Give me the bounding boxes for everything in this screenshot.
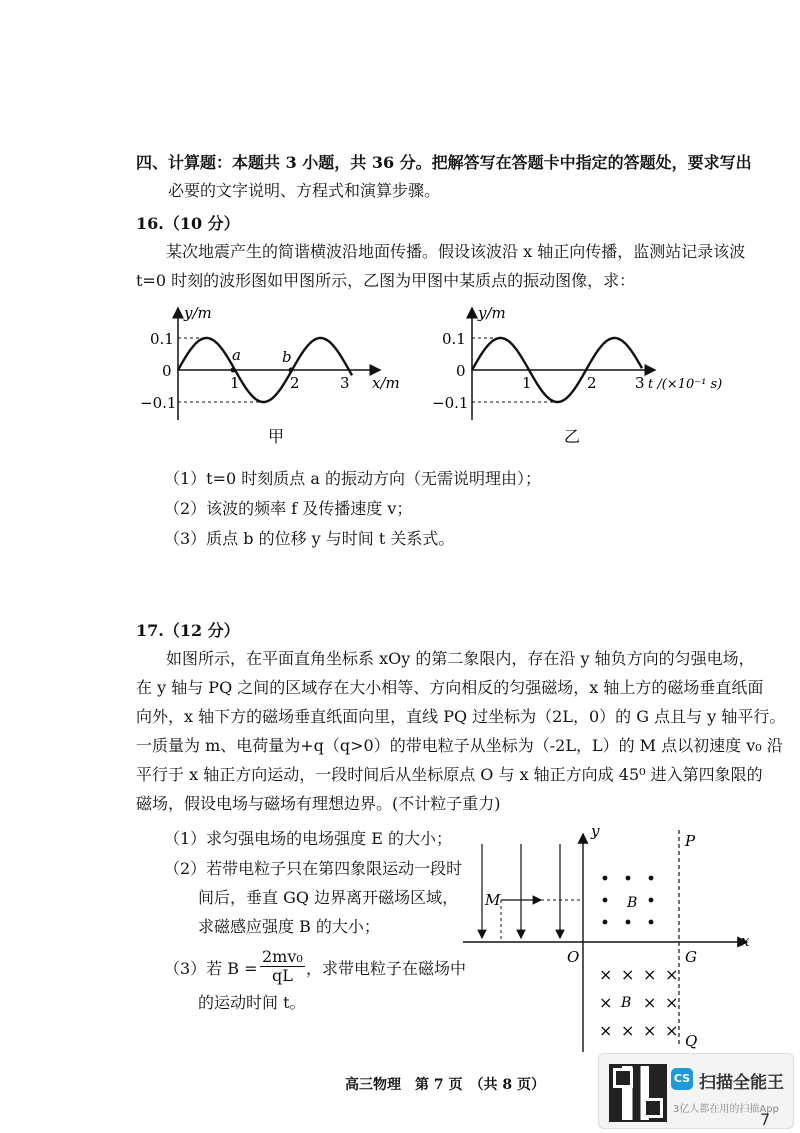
scanner-title: 扫描全能王 xyxy=(699,1073,784,1093)
q17-header: 17.（12 分） xyxy=(136,621,240,640)
q17-line-6: 磁场，假设电场与磁场有理想边界。(不计粒子重力) xyxy=(136,794,501,813)
point-p-label: P xyxy=(685,832,696,850)
q17-line-1: 如图所示，在平面直角坐标系 xOy 的第二象限内，存在沿 y 轴负方向的匀强电场， xyxy=(166,649,755,668)
jia-point-b-dot xyxy=(289,368,294,373)
jia-y-tick-bottom: −0.1 xyxy=(140,394,177,412)
point-q-label: Q xyxy=(685,1032,698,1050)
jia-x-tick-1: 1 xyxy=(230,374,240,392)
q17-item-3-line2: 的运动时间 t。 xyxy=(198,993,306,1012)
field-dot xyxy=(649,920,654,925)
fraction-denominator: qL xyxy=(271,966,293,985)
q17-item-2-line1: （2）若带电粒子只在第四象限运动一段时 xyxy=(164,859,463,878)
field-cross: × xyxy=(643,993,657,1012)
page-mark: 7 xyxy=(760,1110,771,1129)
yi-y-tick-zero: 0 xyxy=(456,362,466,380)
field-cross: × xyxy=(599,965,613,984)
field-dot xyxy=(626,920,631,925)
field-dot xyxy=(603,898,608,903)
q17-item-2-line3: 求磁感应强度 B 的大小； xyxy=(198,917,380,936)
section-title: 四、计算题：本题共 3 小题，共 36 分。把解答写在答题卡中指定的答题处，要求写出 xyxy=(136,153,752,172)
field-cross: × xyxy=(665,965,679,984)
vibration-figure-yi xyxy=(430,300,730,450)
q16-item-1: （1）t=0 时刻质点 a 的振动方向（无需说明理由）； xyxy=(164,469,541,488)
jia-x-axis-label: x/m xyxy=(372,374,400,392)
field-into-page-crosses xyxy=(599,965,678,1040)
scanner-subtitle: 3亿人都在用的扫描App xyxy=(673,1104,779,1115)
field-cross: × xyxy=(599,993,613,1012)
field-dot xyxy=(649,898,654,903)
q17-item-1: （1）求匀强电场的电场强度 E 的大小； xyxy=(164,829,453,848)
field-cross: × xyxy=(621,1021,635,1040)
upper-field-b-label: B xyxy=(627,895,638,911)
field-dot xyxy=(649,876,654,881)
yi-caption: 乙 xyxy=(564,427,581,446)
section-title-continuation: 必要的文字说明、方程式和演算步骤。 xyxy=(168,181,441,200)
field-dot xyxy=(603,876,608,881)
q17-item-3-prefix: （3）若 B = xyxy=(164,959,258,978)
field-diagram xyxy=(455,822,755,1052)
field-cross: × xyxy=(621,965,635,984)
yi-t-tick-3: 3 xyxy=(635,374,645,392)
q16-item-3: （3）质点 b 的位移 y 与时间 t 关系式。 xyxy=(164,529,455,548)
q17-line-5: 平行于 x 轴正方向运动，一段时间后从坐标原点 O 与 x 轴正方向成 45⁰ 进入第四象限的 xyxy=(136,765,763,784)
jia-point-b-label: b xyxy=(282,348,292,366)
cs-logo-icon: CS xyxy=(671,1068,693,1090)
q17-line-2: 在 y 轴与 PQ 之间的区域存在大小相等、方向相反的匀强磁场，x 轴上方的磁场垂直纸面 xyxy=(136,678,764,697)
jia-x-tick-2: 2 xyxy=(290,374,300,392)
yi-t-tick-1: 1 xyxy=(522,374,532,392)
qr-code-icon xyxy=(609,1064,667,1122)
q16-header: 16.（10 分） xyxy=(136,214,240,233)
q17-item-3-fraction xyxy=(260,948,305,985)
field-cross: × xyxy=(665,1021,679,1040)
q17-item-3-suffix: ，求带电粒子在磁场中 xyxy=(306,959,467,978)
yi-y-tick-top: 0.1 xyxy=(442,330,466,348)
jia-y-axis-label: y/m xyxy=(184,304,212,322)
jia-x-tick-3: 3 xyxy=(340,374,350,392)
field-dot xyxy=(626,876,631,881)
field-cross: × xyxy=(643,965,657,984)
field-cross: × xyxy=(599,1021,613,1040)
q16-intro-line1: 某次地震产生的简谐横波沿地面传播。假设该波沿 x 轴正向传播，监测站记录该波 xyxy=(166,242,746,261)
yi-y-axis-label: y/m xyxy=(478,304,506,322)
page-footer: 高三物理 第 7 页 （共 8 页） xyxy=(345,1077,545,1093)
q17-item-2-line2: 间后，垂直 GQ 边界离开磁场区域， xyxy=(198,888,459,907)
diagram-y-label: y xyxy=(591,822,600,840)
jia-point-a-label: a xyxy=(232,346,241,364)
jia-y-tick-top: 0.1 xyxy=(150,330,174,348)
jia-caption: 甲 xyxy=(268,427,285,446)
jia-y-tick-zero: 0 xyxy=(162,362,172,380)
lower-field-b-label: B xyxy=(621,995,632,1011)
yi-y-tick-bottom: −0.1 xyxy=(432,394,469,412)
yi-t-tick-2: 2 xyxy=(587,374,597,392)
wave-figure-jia xyxy=(140,300,420,450)
diagram-x-label: x xyxy=(741,932,750,950)
field-cross: × xyxy=(643,1021,657,1040)
q17-line-3: 向外，x 轴下方的磁场垂直纸面向里，直线 PQ 过坐标为（2L，0）的 G 点且与 y 轴平行。 xyxy=(136,707,786,726)
q16-item-2: （2）该波的频率 f 及传播速度 v； xyxy=(164,499,413,518)
origin-label: O xyxy=(567,948,580,966)
fraction-numerator: 2mv₀ xyxy=(262,947,303,966)
yi-t-axis-label: t /(×10⁻¹ s) xyxy=(648,377,723,392)
point-m-label: M xyxy=(485,891,501,909)
field-dot xyxy=(603,920,608,925)
field-cross: × xyxy=(665,993,679,1012)
q16-intro-line2: t=0 时刻的波形图如甲图所示，乙图为甲图中某质点的振动图像，求： xyxy=(136,271,636,290)
q17-line-4: 一质量为 m、电荷量为+q（q>0）的带电粒子从坐标为（-2L，L）的 M 点以初速度 v₀ 沿 xyxy=(136,736,783,755)
point-g-label: G xyxy=(685,948,697,966)
jia-point-a-dot xyxy=(231,368,236,373)
